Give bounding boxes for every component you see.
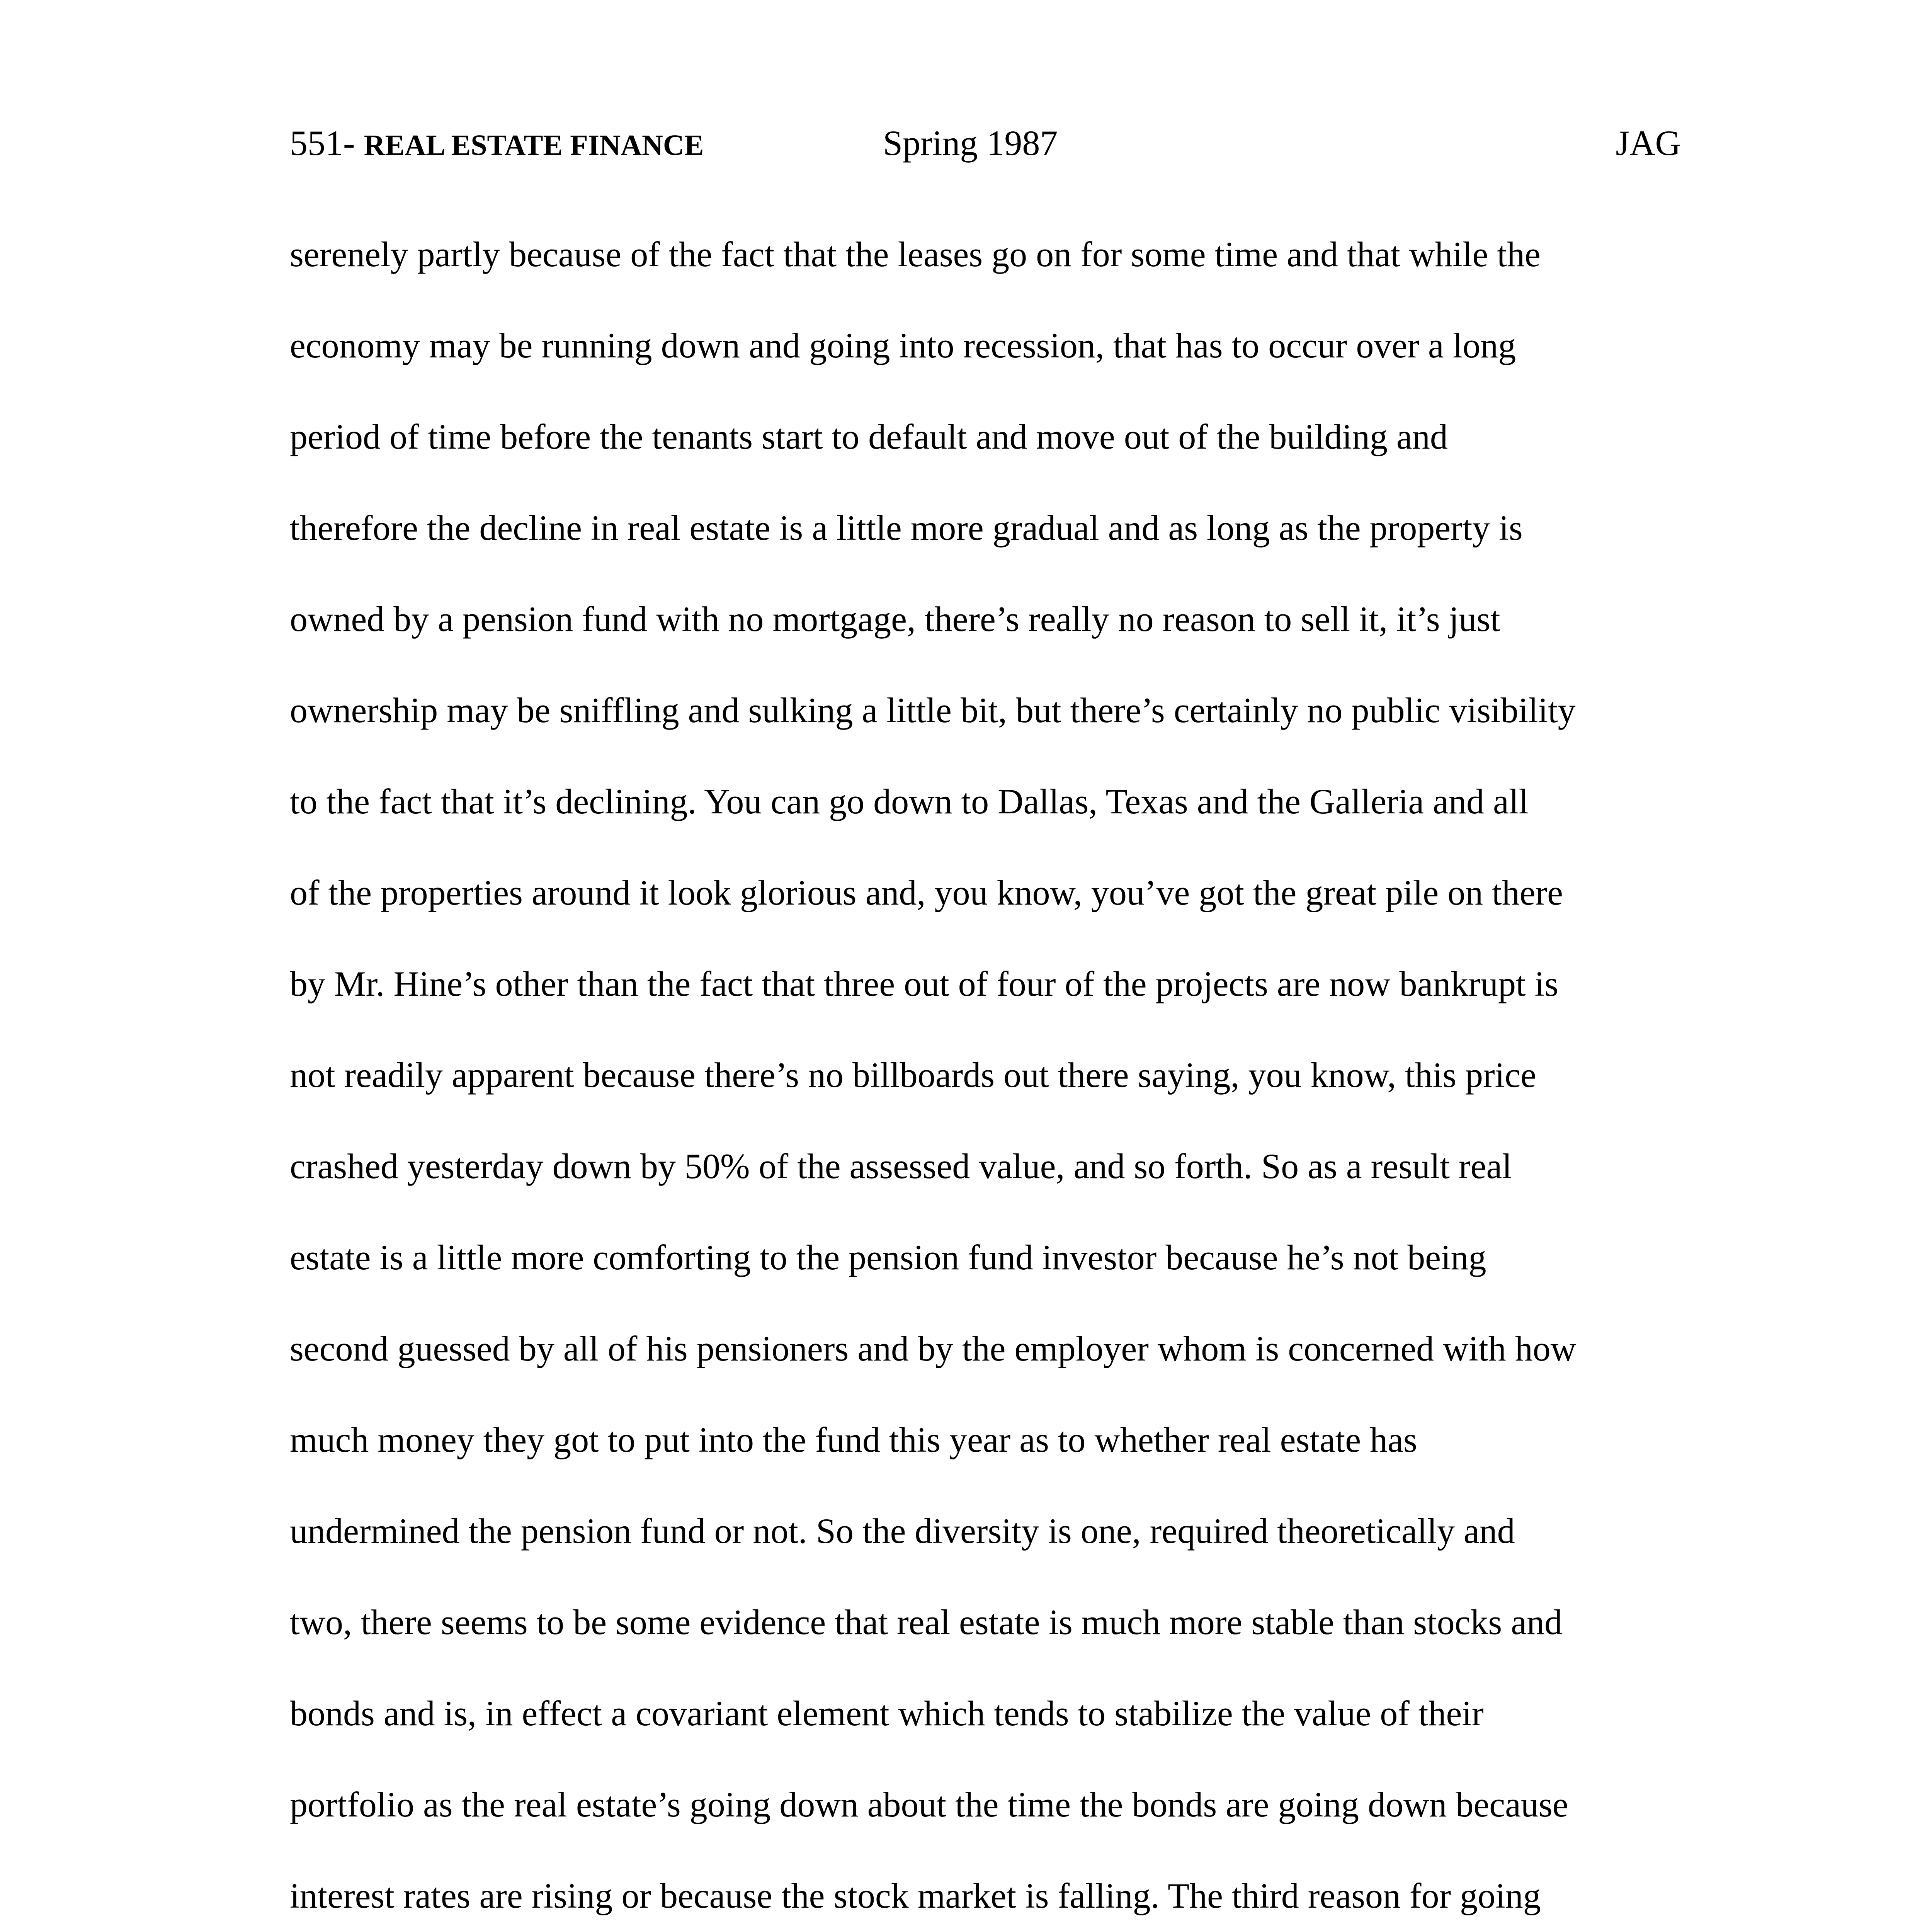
text-line: serenely partly because of the fact that the leases go on for some time and that while the: [290, 235, 1541, 274]
text-line: ownership may be sniffling and sulking a little bit, but there’s certainly no public visibility: [290, 690, 1576, 730]
text-line: not readily apparent because there’s no billboards out there saying, you know, this price: [290, 1055, 1536, 1095]
text-line: economy may be running down and going into recession, that has to occur over a long: [290, 326, 1516, 365]
text-line: much money they got to put into the fund this year as to whether real estate has: [290, 1420, 1417, 1459]
text-line: undermined the pension fund or not. So the diversity is one, required theoretically and: [290, 1511, 1515, 1551]
text-line: estate is a little more comforting to the pension fund investor because he’s not being: [290, 1238, 1486, 1277]
course-title: [290, 116, 704, 172]
text-line: bonds and is, in effect a covariant element which tends to stabilize the value of their: [290, 1694, 1484, 1733]
course-name: REAL ESTATE FINANCE: [364, 129, 704, 162]
text-line: crashed yesterday down by 50% of the assessed value, and so forth. So as a result real: [290, 1146, 1512, 1186]
course-number: 551-: [290, 123, 355, 163]
text-line: two, there seems to be some evidence that real estate is much more stable than stocks and: [290, 1602, 1563, 1642]
author-initials: JAG: [1616, 123, 1681, 163]
text-line: by Mr. Hine’s other than the fact that three out of four of the projects are now bankrupt is: [290, 964, 1558, 1003]
text-line: owned by a pension fund with no mortgage, there’s really no reason to sell it, it’s just: [290, 599, 1500, 639]
text-line: to the fact that it’s declining. You can go down to Dallas, Texas and the Galleria and all: [290, 782, 1529, 821]
text-line: interest rates are rising or because the stock market is falling. The third reason for going: [290, 1876, 1541, 1915]
text-line: second guessed by all of his pensioners and by the employer whom is concerned with how: [290, 1329, 1577, 1368]
transcript-body: [290, 209, 1681, 1932]
text-line: of the properties around it look glorious and, you know, you’ve got the great pile on there: [290, 873, 1563, 912]
text-line: therefore the decline in real estate is a little more gradual and as long as the property is: [290, 508, 1523, 548]
text-line: period of time before the tenants start to default and move out of the building and: [290, 417, 1448, 456]
term-label: Spring 1987: [883, 123, 1058, 163]
page-header: [290, 116, 1681, 170]
text-line: portfolio as the real estate’s going down about the time the bonds are going down because: [290, 1785, 1568, 1824]
